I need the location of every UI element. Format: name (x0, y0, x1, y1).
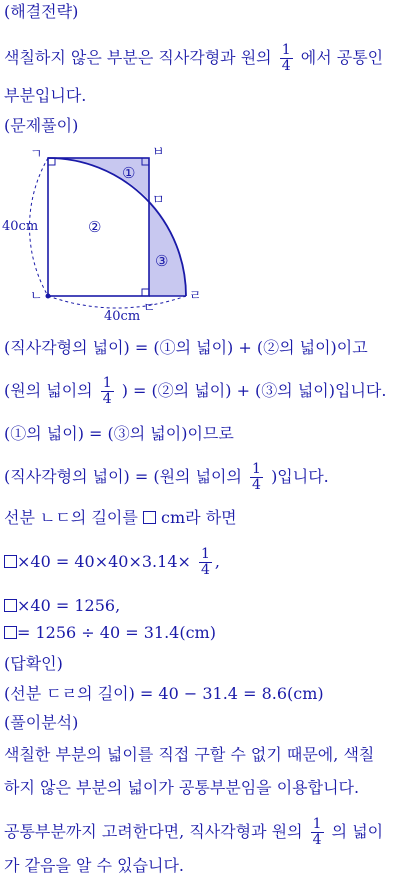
blank-box (143, 511, 156, 524)
solution-line-4-b: )입니다. (271, 467, 329, 486)
solution-line-8-text: = 1256 ÷ 40 = 31.4(cm) (17, 623, 216, 642)
strategy-text-a: 색칠하지 않은 부분은 직사각형과 원의 (4, 48, 272, 67)
analysis-line-3-a: 공통부분까지 고려한다면, 직사각형과 원의 (4, 822, 303, 841)
analysis-line-2: 하지 않은 부분의 넓이가 공통부분임을 이용합니다. (4, 778, 360, 797)
dashed-arc-bottom (48, 296, 186, 308)
solution-line-6-a: ×40 = 40×40×3.14× (17, 552, 191, 571)
blank-box (4, 626, 17, 639)
blank-box (4, 599, 17, 612)
right-angle-mark-top-left (48, 158, 55, 165)
solution-line-5 (4, 508, 237, 528)
label-b: ㅂ (152, 145, 165, 160)
geometry-figure (0, 140, 400, 330)
solution-line-4-a: (직사각형의 넓이) = (원의 넓이의 (4, 467, 242, 486)
fraction-quarter: $\frac{1}{4}$ (102, 375, 112, 407)
answer-line: (선분 ㄷㄹ의 길이) = 40 − 31.4 = 8.6(cm) (4, 684, 324, 703)
center-point (46, 294, 51, 299)
fraction-quarter: $\frac{1}{4}$ (312, 816, 322, 848)
solution-line-7 (4, 596, 120, 616)
label-m: ㅁ (152, 193, 165, 208)
heading-solution: (문제풀이) (4, 116, 79, 135)
solution-line-4 (4, 462, 329, 493)
region-label-3: ③ (155, 252, 169, 270)
solution-line-2-b: ) = (②의 넓이) + (③의 넓이)입니다. (121, 381, 387, 400)
solution-line-2-a: (원의 넓이의 (4, 381, 93, 400)
analysis-line-4: 가 같음을 알 수 있습니다. (4, 856, 184, 875)
right-angle-mark-bottom-right (142, 289, 149, 296)
fraction-quarter: $\frac{1}{4}$ (201, 546, 210, 578)
solution-line-1: (직사각형의 넓이) = (①의 넓이) + (②의 넓이)이고 (4, 338, 368, 357)
heading-answer: (답확인) (4, 654, 63, 673)
shaded-region-3 (149, 200, 186, 296)
fraction-quarter: $\frac{1}{4}$ (252, 461, 261, 493)
solution-line-6-b: , (214, 552, 221, 571)
analysis-line-1: 색칠한 부분의 넓이를 직접 구할 수 없기 때문에, 색칠 (4, 745, 375, 764)
solution-line-5-a: 선분 ㄴㄷ의 길이를 (4, 508, 138, 527)
analysis-line-3-b: 의 넓이 (331, 822, 384, 841)
strategy-text-b: 에서 공통인 (300, 48, 384, 67)
bottom-length-label: 40cm (104, 309, 141, 324)
solution-line-7-text: ×40 = 1256, (17, 596, 121, 615)
solution-line-3: (①의 넓이) = (③의 넓이)이므로 (4, 424, 234, 443)
solution-line-2 (4, 376, 386, 407)
side-length-label: 40cm (2, 219, 39, 234)
heading-strategy: (해결전략) (4, 2, 79, 21)
strategy-line-1 (4, 43, 383, 74)
fraction-quarter: $\frac{1}{4}$ (281, 42, 291, 74)
solution-line-8 (4, 623, 216, 643)
region-label-1: ① (122, 164, 136, 182)
label-n: ㄴ (30, 289, 43, 304)
label-r: ㄹ (189, 289, 202, 304)
strategy-line-2: 부분입니다. (4, 86, 87, 105)
solution-line-5-b: cm라 하면 (161, 508, 237, 527)
blank-box (4, 555, 17, 568)
label-d: ㄷ (143, 301, 156, 316)
heading-analysis: (풀이분석) (4, 713, 79, 732)
analysis-line-3 (4, 817, 383, 848)
region-label-2: ② (88, 218, 102, 236)
solution-line-6 (4, 547, 220, 578)
label-g: ㄱ (30, 147, 43, 162)
